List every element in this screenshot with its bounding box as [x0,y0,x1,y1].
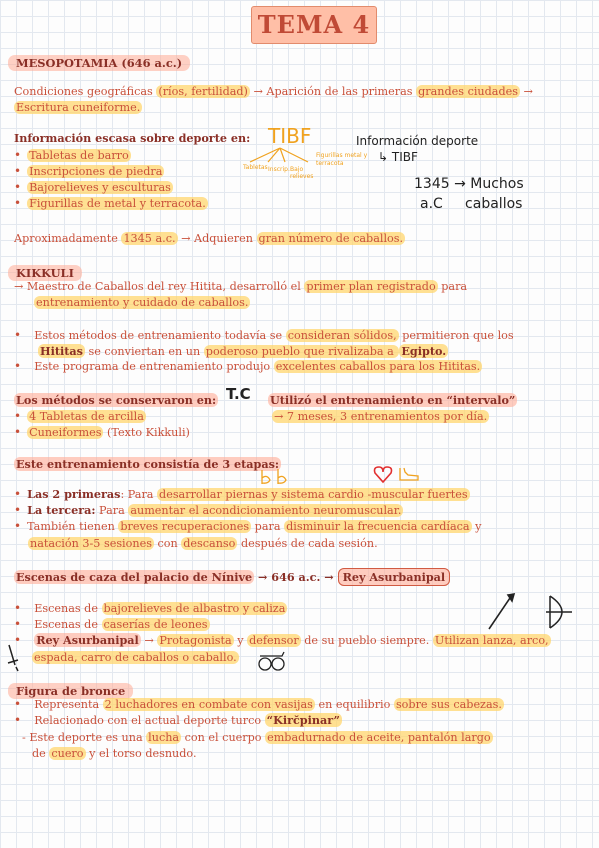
text: → Adquieren [177,232,257,245]
highlight: disminuir la frecuencia cardíaca [286,520,470,533]
caballos-note-1: 1345 → Muchos [414,176,524,192]
text: → Aparición de las primeras [249,85,417,98]
etapa-3: • También tienen breves recuperaciones para disminuir la frecuencia cardíaca y [14,519,482,533]
metodos-item-2: • Cuneiformes (Texto Kikkuli) [14,425,190,439]
info-deporte-tibf-note: ↳ TIBF [378,150,418,164]
text: Relacionado con el actual deporte turco [34,714,265,727]
kikkuli-heading-text: KIKKULI [8,265,82,281]
tibf-sub-1: Tabletas [243,164,268,171]
highlight: → 7 meses, 3 entrenamientos por día. [274,410,488,423]
bronce-item-3-cont [32,746,197,761]
highlight: (ríos, fertilidad) [158,85,248,98]
highlight: espada, carro de caballos o caballo. [34,651,237,664]
highlight: Protagonista [159,634,232,647]
highlight: bajorelieves de albastro y caliza [103,602,286,615]
text: También tienen [27,520,119,533]
highlight: defensor [249,634,299,647]
info-deporte-note: Información deporte [356,134,479,148]
bronce-item-2: • Relacionado con el actual deporte turco “Kirc̆pinar” [14,713,340,727]
text: (Texto Kikkuli) [103,426,190,439]
text: y el torso desnudo. [85,747,197,760]
highlight: caserías de leones [103,618,208,631]
highlight: natación 3-5 sesiones [30,537,152,550]
highlight: grandes ciudades [418,85,518,98]
text: Aproximadamente [14,232,122,245]
intervalo-text [272,409,489,424]
highlight: Utilizan lanza, arco, [434,634,549,647]
text: La tercera: [27,503,96,517]
caza-item-1: • Escenas de bajorelieves de albastro y caliza [14,601,286,615]
highlight: entrenamiento y cuidado de caballos. [36,296,249,309]
highlight: poderoso pueblo que rivalizaba a [205,345,398,358]
mesopotamia-heading [8,52,190,71]
caza-item-3-cont [32,650,239,665]
text: después de cada sesión. [237,537,378,550]
rey-box: Rey Asurbanipal [338,568,451,586]
text: con el cuerpo [181,731,266,744]
text: → 646 a.c. → [254,570,338,584]
info-item-1: • Tabletas de barro [14,148,129,162]
mesopotamia-line1 [14,84,533,99]
text: y [471,520,482,533]
text: → Maestro de Caballos del rey Hitita, desarrolló el [14,280,305,293]
text: : Para [120,488,158,501]
kikkuli-line1 [14,279,467,294]
tibf-arrows-icon [240,146,320,166]
highlight: Escritura cuneiforme. [16,101,141,114]
highlight: Hititas [40,344,83,358]
etapas-heading [14,457,281,472]
kikkuli-line2 [34,295,250,310]
caballos-note-2: a.C caballos [420,196,523,212]
item-text: Cuneiformes [29,426,102,439]
kikkuli-bullet-1-cont [38,344,448,359]
text: en equilibrio [314,698,394,711]
text: Representa [34,698,103,711]
highlight: excelentes caballos para los Hititas. [275,360,481,373]
highlight: embadurnado de aceite, pantalón largo [267,731,491,744]
caza-item-3: • Rey Asurbanipal → Protagonista y defensor de su pueblo siempre. Utilizan lanza, arco, [14,633,549,647]
highlight: descanso [183,537,236,550]
etapas-heading-text: Este entrenamiento consistía de 3 etapas: [16,457,280,471]
chariot-icon [256,648,288,672]
tibf-sub-2: Inscrip. [268,166,290,173]
item-text: Figurillas de metal y terracota. [29,197,206,210]
caza-item-2: • Escenas de caserías de leones [14,617,208,631]
metodos-heading-text: Los métodos se conservaron en: [16,393,217,407]
info-item-3: • Bajorelieves y esculturas [14,180,171,194]
text: se conviertan en un [84,345,204,358]
bow-icon [544,592,576,632]
text: permitieron que los [398,329,514,342]
page-title: TEMA 4 [251,6,377,44]
tibf-sub-4: Figurillas metal y terracota [316,152,368,167]
kikkuli-bullet-1: • Estos métodos de entrenamiento todavía se consideran sólidos, permitieron que los [14,328,514,342]
bronce-item-1: • Representa 2 luchadores en combate con vasijas en equilibrio sobre sus cabezas. [14,697,502,711]
info-heading: Información escasa sobre deporte en: [14,131,251,145]
info-item-2: • Inscripciones de piedra [14,164,163,178]
text: Este programa de entrenamiento produjo [34,360,274,373]
etapa-2: • La tercera: Para aumentar el acondicionamiento neuromuscular. [14,503,402,517]
highlight: sobre sus cabezas. [395,698,502,711]
tibf-note: TIBF [268,124,312,148]
bronce-heading-text: Figura de bronce [8,683,133,699]
highlight: Egipto. [401,344,447,358]
mesopotamia-heading-text: MESOPOTAMIA (646 a.c.) [8,55,190,71]
caza-heading-text: Escenas de caza del palacio de Nínive [16,570,253,584]
text: Condiciones geográficas [14,85,157,98]
item-text: Inscripciones de piedra [29,165,163,178]
highlight: primer plan registrado [306,280,436,293]
dumbbell-doodle-icon [258,466,294,486]
item-text: Tabletas de barro [29,149,129,162]
highlight: consideran sólidos, [287,329,397,342]
text: Escenas de [34,618,102,631]
text: Las 2 primeras [27,487,121,501]
text: - Este deporte es una [22,731,147,744]
highlight: “Kirc̆pinar” [266,713,340,727]
kikkuli-bullet-2: • Este programa de entrenamiento produjo excelentes caballos para los Hititas. [14,359,481,373]
text: de su pueblo siempre. [300,634,433,647]
highlight: breves recuperaciones [120,520,250,533]
tc-note: T.C [226,385,251,403]
text: de [32,747,50,760]
metodos-heading [14,393,218,408]
metodos-item-1: • 4 Tabletas de arcilla [14,409,144,423]
info-item-4: • Figurillas de metal y terracota. [14,196,206,210]
bronce-item-3 [22,730,493,745]
highlight: gran número de caballos. [258,232,404,245]
caza-heading [14,570,450,585]
intervalo-heading [268,393,517,408]
mesopotamia-line2 [14,100,142,115]
tibf-sub-3: Bajo relieves [290,166,314,180]
intervalo-heading-text: Utilizó el entrenamiento en “intervalo” [270,393,516,407]
text: para [251,520,285,533]
highlight: desarrollar piernas y sistema cardio -muscular fuertes [159,488,468,501]
text: Para [95,504,129,517]
highlight: aumentar el acondicionamiento neuromuscular. [130,504,402,517]
highlight: 1345 a.c. [123,232,176,245]
highlight: Rey Asurbanipal [36,633,139,647]
highlight: lucha [148,731,180,744]
text: Estos métodos de entrenamiento todavía se [34,329,286,342]
highlight: cuero [51,747,84,760]
etapa-1: • Las 2 primeras: Para desarrollar piernas y sistema cardio -muscular fuertes [14,487,468,501]
etapa-3-cont [28,536,378,551]
approx-line [14,231,405,246]
heart-leg-doodle-icon [372,464,422,486]
item-text: 4 Tabletas de arcilla [29,410,144,423]
text: Escenas de [34,602,102,615]
text: para [437,280,468,293]
item-text: Bajorelieves y esculturas [29,181,171,194]
text: → [519,85,533,98]
text: y [233,634,248,647]
text: → [140,634,158,647]
highlight: 2 luchadores en combate con vasijas [104,698,313,711]
sword-icon [4,643,22,673]
text: con [153,537,182,550]
spear-icon [486,592,516,632]
